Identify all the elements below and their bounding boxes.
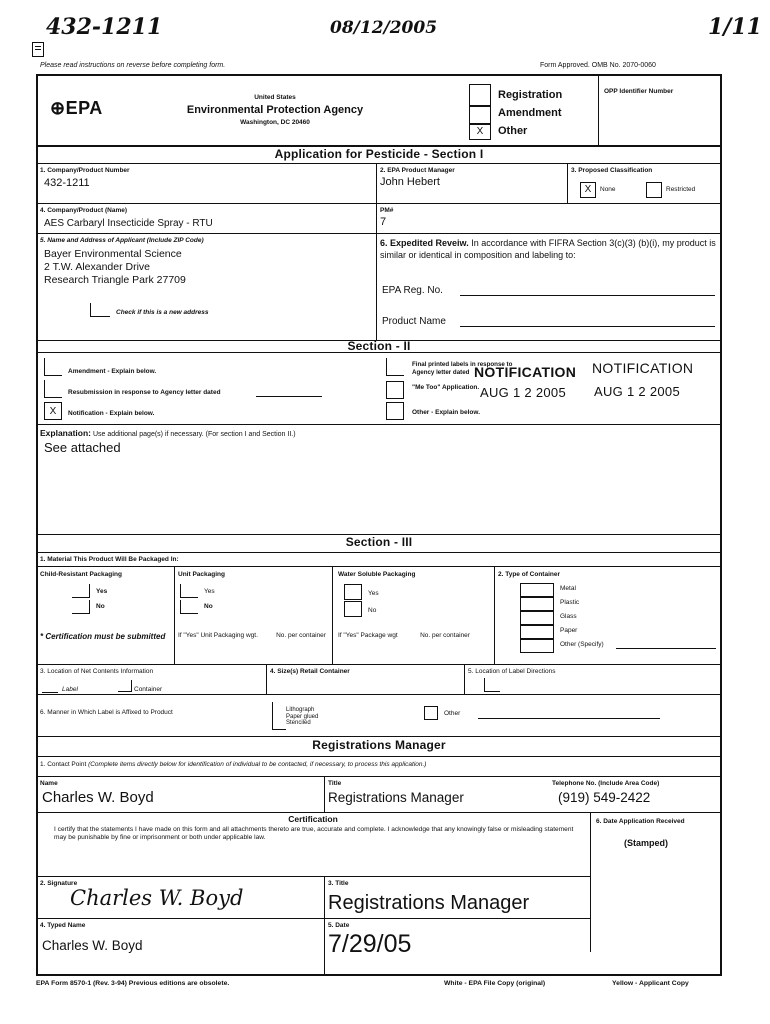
contact-name-label: Name <box>40 780 58 787</box>
address-label: 5. Name and Address of Applicant (Include ZIP Code) <box>40 237 204 244</box>
unit-yes-label: Yes <box>204 588 215 595</box>
plastic-checkbox[interactable] <box>520 597 554 611</box>
notification-stamp-1: NOTIFICATION <box>474 364 577 380</box>
typed-name: Charles W. Boyd <box>42 938 143 953</box>
amendment-explain-label: Amendment - Explain below. <box>68 368 157 375</box>
water-yes-label: Yes <box>368 590 379 597</box>
product-name2-label: Product Name <box>382 316 446 327</box>
retail-sizes-label: 4. Size(s) Retail Container <box>270 668 350 675</box>
certification-title: Certification <box>288 814 338 824</box>
agency-city: Washington, DC 20460 <box>240 119 310 126</box>
registration-label: Registration <box>498 89 563 101</box>
container-label: Container <box>134 686 163 693</box>
handwritten-product-number: 432-1211 <box>46 14 163 40</box>
container-type-label: 2. Type of Container <box>498 571 560 578</box>
manner-other-checkbox[interactable] <box>424 706 438 720</box>
paper-label: Paper <box>560 627 578 634</box>
none-label: None <box>600 186 616 193</box>
product-name2-field[interactable] <box>460 326 715 327</box>
child-resistant-label: Child-Resistant Packaging <box>40 571 122 578</box>
unit-no-checkbox[interactable] <box>180 600 198 614</box>
final-printed-label: Final printed labels in response to Agency letter dated <box>412 361 513 376</box>
metal-checkbox[interactable] <box>520 583 554 597</box>
glass-checkbox[interactable] <box>520 611 554 625</box>
water-yes-checkbox[interactable] <box>344 584 362 600</box>
address-line-1: Bayer Environmental Science <box>44 248 182 260</box>
me-too-label: "Me Too" Application. <box>412 384 480 391</box>
epa-logo: ⊕EPA <box>50 98 103 118</box>
me-too-checkbox[interactable] <box>386 381 404 399</box>
contact-title-label: Title <box>328 780 342 787</box>
opp-identifier-label: OPP Identifier Number <box>604 88 674 95</box>
signature-label: 2. Signature <box>40 880 78 887</box>
section-4-title: Registrations Manager <box>312 738 446 752</box>
water-soluble-label: Water Soluble Packaging <box>338 571 416 578</box>
container-location-checkbox[interactable] <box>118 680 132 692</box>
paper-checkbox[interactable] <box>520 625 554 639</box>
unit-no-label: No <box>204 603 213 610</box>
document-icon <box>32 42 44 57</box>
child-no-checkbox[interactable] <box>72 600 90 614</box>
address-line-2: 2 T.W. Alexander Drive <box>44 261 151 273</box>
certification-text: I certify that the statements I have made on this form and all attachments thereto are true, accurate and complete. I acknowledge that any knowingly false or misleading statement may be punishable by fine or imprisonment or both under applicable law. <box>54 826 574 841</box>
unit-per-container: No. per container <box>276 632 326 639</box>
white-copy: White - EPA File Copy (original) <box>444 980 546 987</box>
company-number: 432-1211 <box>44 177 90 189</box>
manner-options: Lithograph Paper glued Stenciled <box>286 707 319 726</box>
glass-label: Glass <box>560 613 577 620</box>
resubmission-checkbox[interactable] <box>44 380 62 398</box>
new-address-checkbox[interactable] <box>90 303 110 317</box>
water-no-checkbox[interactable] <box>344 601 362 617</box>
product-manager-label: 2. EPA Product Manager <box>380 167 455 174</box>
united-states: United States <box>254 94 296 101</box>
classification-label: 3. Proposed Classification <box>571 167 653 174</box>
pm-number-label: PM# <box>380 207 394 214</box>
plastic-label: Plastic <box>560 599 580 606</box>
manner-other-field[interactable] <box>478 718 660 719</box>
epa-reg-field[interactable] <box>460 295 715 296</box>
date-received: (Stamped) <box>624 838 669 848</box>
section-1-title: Application for Pesticide - Section I <box>274 147 484 161</box>
stamp-date-1: AUG 1 2 2005 <box>480 385 566 400</box>
product-name-label: 4. Company/Product (Name) <box>40 207 128 214</box>
yellow-copy: Yellow - Applicant Copy <box>612 980 689 987</box>
explanation-text: See attached <box>44 440 121 455</box>
unit-packaging-label: Unit Packaging <box>178 571 225 578</box>
product-manager: John Hebert <box>380 176 440 188</box>
restricted-checkbox[interactable] <box>646 182 662 198</box>
signer-title: Registrations Manager <box>328 892 530 914</box>
date-label: 5. Date <box>328 922 350 929</box>
unit-weight-label: If "Yes" Unit Packaging wgt. <box>178 632 258 639</box>
other-checkbox[interactable]: X <box>469 124 491 140</box>
resubmission-label: Resubmission in response to Agency letter dated <box>68 389 221 396</box>
certification-note: * Certification must be submitted <box>40 632 166 641</box>
notification-checkbox[interactable]: X <box>44 402 62 420</box>
signer-title-label: 3. Title <box>328 880 349 887</box>
other-label: Other <box>498 125 528 137</box>
address-line-3: Research Triangle Park 27709 <box>44 274 186 286</box>
explanation-header: Explanation: Use additional page(s) if necessary. (For section I and Section II.) <box>40 428 296 438</box>
material-label: 1. Material This Product Will Be Packaged In: <box>40 556 179 563</box>
typed-name-label: 4. Typed Name <box>40 922 86 929</box>
phone: (919) 549-2422 <box>558 790 651 805</box>
water-no-label: No <box>368 607 377 614</box>
registration-checkbox[interactable] <box>469 84 491 106</box>
other-explain-label: Other - Explain below. <box>412 409 481 416</box>
handwritten-date: 08/12/2005 <box>330 18 438 38</box>
phone-label: Telephone No. (Include Area Code) <box>552 780 660 787</box>
date-received-label: 6. Date Application Received <box>596 818 685 825</box>
resubmission-date-field[interactable] <box>256 396 322 397</box>
instructions-note: Please read instructions on reverse before completing form. <box>40 62 226 69</box>
date: 7/29/05 <box>328 930 412 958</box>
new-address-label: Check if this is a new address <box>116 309 209 316</box>
final-printed-checkbox[interactable] <box>386 358 404 376</box>
label-directions-label: 5. Location of Label Directions <box>468 668 556 675</box>
product-name: AES Carbaryl Insecticide Spray - RTU <box>44 218 213 229</box>
pkg-per-container: No. per container <box>420 632 470 639</box>
label-directions-checkbox[interactable] <box>484 678 500 692</box>
label-label: Label <box>62 686 78 693</box>
none-checkbox[interactable]: X <box>580 182 596 198</box>
other-explain-checkbox[interactable] <box>386 402 404 420</box>
manner-checkbox[interactable] <box>272 702 286 730</box>
agency-name: Environmental Protection Agency <box>186 104 364 116</box>
manner-label: 6. Manner in Which Label is Affixed to Product <box>40 709 173 716</box>
notification-label: Notification - Explain below. <box>68 410 155 417</box>
pm-number: 7 <box>380 216 387 228</box>
label-location-field[interactable] <box>42 692 58 693</box>
amendment-checkbox[interactable] <box>469 106 491 124</box>
other-specify-label: Other (Specify) <box>560 641 604 648</box>
contact-point: 1. Contact Point (Complete items directly below for identification of individual to be contacted, if necessary, to process this application.) <box>40 761 427 768</box>
manner-other-label: Other <box>444 710 461 717</box>
form-number: EPA Form 8570-1 (Rev. 3-94) Previous editions are obsolete. <box>36 980 230 987</box>
signature: Charles W. Boyd <box>70 886 244 910</box>
package-weight-label: If "Yes" Package wgt <box>338 632 398 639</box>
section-2-title: Section - II <box>347 339 411 353</box>
handwritten-page: 1/11 <box>708 14 762 40</box>
contact-title: Registrations Manager <box>328 790 464 805</box>
amendment-label: Amendment <box>498 107 562 119</box>
metal-label: Metal <box>560 585 576 592</box>
stamp-date-2: AUG 1 2 2005 <box>594 384 680 399</box>
contact-name: Charles W. Boyd <box>42 789 154 806</box>
amendment-explain-checkbox[interactable] <box>44 358 62 376</box>
net-contents-label: 3. Location of Net Contents Information <box>40 668 154 675</box>
other-specify-field[interactable] <box>616 648 716 649</box>
company-number-label: 1. Company/Product Number <box>40 167 130 174</box>
notification-stamp-2: NOTIFICATION <box>592 360 694 376</box>
expedited-review: 6. Expedited Reveiw. In accordance with FIFRA Section 3(c)(3) (b)(i), my product is similar or identical in composition and labeling to: <box>380 238 716 260</box>
child-no-label: No <box>96 603 105 610</box>
form-approved: Form Approved. OMB No. 2070-0060 <box>540 62 656 69</box>
unit-yes-checkbox[interactable] <box>180 584 198 598</box>
restricted-label: Restricted <box>666 186 696 193</box>
section-3-title: Section - III <box>345 535 413 549</box>
child-yes-checkbox[interactable] <box>72 584 90 598</box>
child-yes-label: Yes <box>96 588 108 595</box>
other-container-checkbox[interactable] <box>520 639 554 653</box>
epa-reg-label: EPA Reg. No. <box>382 285 443 296</box>
